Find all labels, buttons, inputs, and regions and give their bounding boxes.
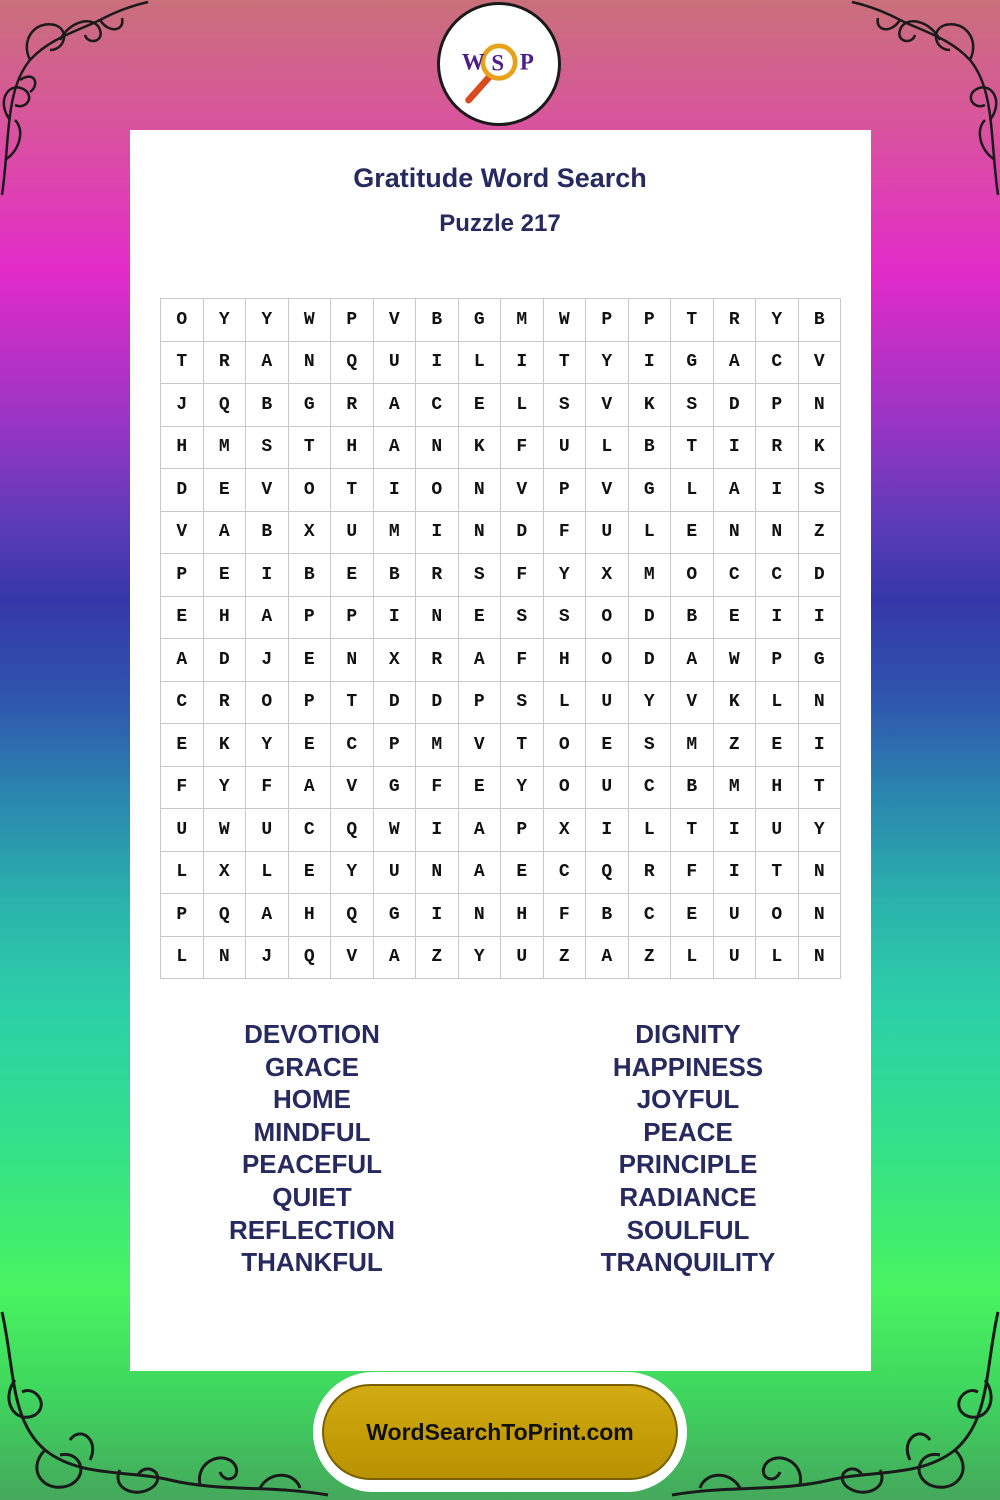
grid-cell[interactable]: L xyxy=(671,936,714,979)
grid-cell[interactable]: W xyxy=(203,809,246,852)
grid-cell[interactable]: P xyxy=(288,596,331,639)
grid-cell[interactable]: B xyxy=(628,426,671,469)
grid-row xyxy=(161,809,841,852)
grid-cell[interactable]: J xyxy=(161,384,204,427)
grid-cell[interactable]: O xyxy=(543,724,586,767)
grid-cell[interactable]: O xyxy=(161,299,204,342)
grid-cell[interactable]: I xyxy=(798,596,841,639)
grid-cell[interactable]: S xyxy=(798,469,841,512)
grid-cell[interactable]: V xyxy=(373,299,416,342)
word-list-item: PRINCIPLE xyxy=(618,1149,758,1180)
grid-cell[interactable]: P xyxy=(756,639,799,682)
grid-cell[interactable]: R xyxy=(416,639,459,682)
grid-cell[interactable]: Y xyxy=(798,809,841,852)
grid-cell[interactable]: P xyxy=(161,554,204,597)
grid-cell[interactable]: X xyxy=(288,511,331,554)
grid-cell[interactable]: Y xyxy=(756,299,799,342)
grid-row xyxy=(161,681,841,724)
grid-cell[interactable]: I xyxy=(798,724,841,767)
grid-cell[interactable]: Q xyxy=(203,894,246,937)
grid-cell[interactable]: A xyxy=(373,384,416,427)
grid-cell[interactable]: Y xyxy=(458,936,501,979)
grid-cell[interactable]: M xyxy=(373,511,416,554)
grid-cell[interactable]: O xyxy=(246,681,289,724)
grid-cell[interactable]: K xyxy=(458,426,501,469)
grid-cell[interactable]: V xyxy=(586,384,629,427)
grid-cell[interactable]: F xyxy=(543,511,586,554)
grid-cell[interactable]: C xyxy=(628,766,671,809)
grid-cell[interactable]: O xyxy=(543,766,586,809)
grid-cell[interactable]: U xyxy=(713,894,756,937)
grid-cell[interactable]: A xyxy=(458,639,501,682)
grid-cell[interactable]: U xyxy=(586,681,629,724)
grid-cell[interactable]: A xyxy=(246,341,289,384)
grid-cell[interactable]: S xyxy=(671,384,714,427)
grid-cell[interactable]: G xyxy=(373,766,416,809)
grid-cell[interactable]: R xyxy=(416,554,459,597)
grid-cell[interactable]: L xyxy=(628,511,671,554)
grid-cell[interactable]: S xyxy=(458,554,501,597)
grid-cell[interactable]: Y xyxy=(586,341,629,384)
grid-cell[interactable]: C xyxy=(416,384,459,427)
grid-cell[interactable]: U xyxy=(161,809,204,852)
grid-cell[interactable]: F xyxy=(501,426,544,469)
grid-cell[interactable]: N xyxy=(416,851,459,894)
word-list-item: PEACEFUL xyxy=(241,1149,383,1180)
grid-cell[interactable]: C xyxy=(331,724,374,767)
grid-cell[interactable]: M xyxy=(628,554,671,597)
word-list-item: QUIET xyxy=(272,1181,352,1212)
grid-row xyxy=(161,511,841,554)
grid-cell[interactable]: F xyxy=(161,766,204,809)
grid-cell[interactable]: F xyxy=(246,766,289,809)
grid-cell[interactable]: R xyxy=(628,851,671,894)
grid-cell[interactable]: T xyxy=(756,851,799,894)
grid-cell[interactable]: C xyxy=(756,341,799,384)
grid-cell[interactable]: Z xyxy=(713,724,756,767)
grid-cell[interactable]: Y xyxy=(203,766,246,809)
grid-cell[interactable]: W xyxy=(543,299,586,342)
grid-cell[interactable]: C xyxy=(288,809,331,852)
grid-cell[interactable]: E xyxy=(458,766,501,809)
grid-cell[interactable]: K xyxy=(713,681,756,724)
grid-cell[interactable]: M xyxy=(203,426,246,469)
grid-cell[interactable]: B xyxy=(246,384,289,427)
grid-cell[interactable]: E xyxy=(331,554,374,597)
grid-cell[interactable]: L xyxy=(756,681,799,724)
grid-cell[interactable]: U xyxy=(586,766,629,809)
grid-cell[interactable]: T xyxy=(671,299,714,342)
grid-cell[interactable]: D xyxy=(203,639,246,682)
grid-cell[interactable]: U xyxy=(246,809,289,852)
grid-cell[interactable]: E xyxy=(671,894,714,937)
grid-cell[interactable]: A xyxy=(586,936,629,979)
grid-cell[interactable]: A xyxy=(203,511,246,554)
grid-cell[interactable]: S xyxy=(543,596,586,639)
grid-cell[interactable]: T xyxy=(331,681,374,724)
grid-row xyxy=(161,554,841,597)
grid-cell[interactable]: O xyxy=(586,639,629,682)
grid-cell[interactable]: A xyxy=(246,596,289,639)
grid-row xyxy=(161,936,841,979)
grid-cell[interactable]: N xyxy=(798,851,841,894)
grid-row xyxy=(161,851,841,894)
grid-cell[interactable]: B xyxy=(671,596,714,639)
grid-cell[interactable]: K xyxy=(628,384,671,427)
grid-cell[interactable]: T xyxy=(161,341,204,384)
grid-cell[interactable]: I xyxy=(628,341,671,384)
grid-cell[interactable]: I xyxy=(373,469,416,512)
grid-cell[interactable]: T xyxy=(331,469,374,512)
grid-cell[interactable]: H xyxy=(756,766,799,809)
grid-cell[interactable]: Y xyxy=(501,766,544,809)
grid-row xyxy=(161,299,841,342)
grid-cell[interactable]: Q xyxy=(331,809,374,852)
grid-row xyxy=(161,596,841,639)
grid-cell[interactable]: I xyxy=(713,426,756,469)
grid-cell[interactable]: H xyxy=(161,426,204,469)
grid-cell[interactable]: B xyxy=(416,299,459,342)
grid-cell[interactable]: P xyxy=(288,681,331,724)
grid-cell[interactable]: M xyxy=(501,299,544,342)
grid-cell[interactable]: G xyxy=(458,299,501,342)
word-list-item: DIGNITY xyxy=(635,1019,741,1049)
grid-cell[interactable]: N xyxy=(798,936,841,979)
grid-cell[interactable]: Z xyxy=(628,936,671,979)
grid-cell[interactable]: E xyxy=(203,469,246,512)
grid-cell[interactable]: U xyxy=(373,341,416,384)
grid-cell[interactable]: O xyxy=(586,596,629,639)
grid-cell[interactable]: N xyxy=(416,426,459,469)
grid-cell[interactable]: R xyxy=(713,299,756,342)
logo-letter-w: W xyxy=(461,49,485,75)
grid-cell[interactable]: V xyxy=(798,341,841,384)
grid-cell[interactable]: L xyxy=(458,341,501,384)
grid-cell[interactable]: P xyxy=(501,809,544,852)
grid-cell[interactable]: Y xyxy=(246,299,289,342)
grid-cell[interactable]: P xyxy=(586,299,629,342)
grid-cell[interactable]: F xyxy=(671,851,714,894)
grid-cell[interactable]: C xyxy=(713,554,756,597)
grid-cell[interactable]: A xyxy=(246,894,289,937)
grid-cell[interactable]: S xyxy=(628,724,671,767)
grid-cell[interactable]: T xyxy=(501,724,544,767)
grid-cell[interactable]: X xyxy=(543,809,586,852)
grid-cell[interactable]: J xyxy=(246,936,289,979)
word-list-item: HOME xyxy=(273,1084,351,1115)
grid-cell[interactable]: D xyxy=(798,554,841,597)
grid-cell[interactable]: G xyxy=(288,384,331,427)
grid-cell[interactable]: C xyxy=(756,554,799,597)
grid-cell[interactable]: N xyxy=(713,511,756,554)
grid-cell[interactable]: B xyxy=(288,554,331,597)
grid-cell[interactable]: B xyxy=(798,299,841,342)
grid-cell[interactable]: Q xyxy=(288,936,331,979)
grid-cell[interactable]: N xyxy=(756,511,799,554)
grid-row xyxy=(161,426,841,469)
grid-cell[interactable]: P xyxy=(373,724,416,767)
word-list-left xyxy=(162,1018,462,1279)
grid-cell[interactable]: N xyxy=(203,936,246,979)
grid-cell[interactable]: D xyxy=(416,681,459,724)
grid-cell[interactable]: Q xyxy=(331,341,374,384)
grid-cell[interactable]: E xyxy=(713,596,756,639)
grid-cell[interactable]: O xyxy=(671,554,714,597)
grid-cell[interactable]: N xyxy=(798,384,841,427)
grid-cell[interactable]: W xyxy=(373,809,416,852)
grid-cell[interactable]: T xyxy=(288,426,331,469)
grid-cell[interactable]: Q xyxy=(331,894,374,937)
grid-cell[interactable]: C xyxy=(543,851,586,894)
grid-cell[interactable]: U xyxy=(756,809,799,852)
grid-cell[interactable]: R xyxy=(203,681,246,724)
grid-row xyxy=(161,766,841,809)
grid-cell[interactable]: Z xyxy=(798,511,841,554)
grid-cell[interactable]: B xyxy=(373,554,416,597)
grid-cell[interactable]: T xyxy=(798,766,841,809)
grid-cell[interactable]: O xyxy=(756,894,799,937)
grid-cell[interactable]: E xyxy=(288,639,331,682)
site-link-button[interactable]: WordSearchToPrint.com xyxy=(322,1384,678,1480)
grid-cell[interactable]: N xyxy=(798,894,841,937)
grid-cell[interactable]: I xyxy=(713,851,756,894)
grid-cell[interactable]: O xyxy=(416,469,459,512)
word-list-item: PEACE xyxy=(643,1116,733,1147)
grid-cell[interactable]: L xyxy=(161,936,204,979)
grid-cell[interactable]: Z xyxy=(416,936,459,979)
grid-cell[interactable]: I xyxy=(373,596,416,639)
grid-cell[interactable]: K xyxy=(203,724,246,767)
grid-cell[interactable]: Y xyxy=(246,724,289,767)
grid-cell[interactable]: U xyxy=(543,426,586,469)
grid-cell[interactable]: I xyxy=(416,511,459,554)
word-list-item: TRANQUILITY xyxy=(600,1247,776,1278)
grid-cell[interactable]: I xyxy=(416,894,459,937)
grid-cell[interactable]: P xyxy=(628,299,671,342)
grid-cell[interactable]: Y xyxy=(203,299,246,342)
grid-cell[interactable]: W xyxy=(713,639,756,682)
grid-cell[interactable]: S xyxy=(501,596,544,639)
grid-cell[interactable]: I xyxy=(416,809,459,852)
grid-cell[interactable]: I xyxy=(713,809,756,852)
grid-cell[interactable]: E xyxy=(458,596,501,639)
grid-cell[interactable]: T xyxy=(671,426,714,469)
grid-cell[interactable]: E xyxy=(671,511,714,554)
grid-cell[interactable]: U xyxy=(373,851,416,894)
grid-cell[interactable]: X xyxy=(373,639,416,682)
grid-cell[interactable]: V xyxy=(161,511,204,554)
puzzle-number: Puzzle 217 xyxy=(439,210,561,237)
grid-cell[interactable]: Q xyxy=(203,384,246,427)
grid-cell[interactable]: U xyxy=(713,936,756,979)
grid-cell[interactable]: I xyxy=(416,341,459,384)
grid-cell[interactable]: T xyxy=(543,341,586,384)
grid-cell[interactable]: H xyxy=(331,426,374,469)
puzzle-title: Gratitude Word Search xyxy=(353,163,647,193)
grid-cell[interactable]: Q xyxy=(586,851,629,894)
grid-cell[interactable]: F xyxy=(416,766,459,809)
grid-cell[interactable]: D xyxy=(501,511,544,554)
grid-cell[interactable]: L xyxy=(756,936,799,979)
grid-cell[interactable]: V xyxy=(586,469,629,512)
grid-cell[interactable]: N xyxy=(458,469,501,512)
grid-cell[interactable]: D xyxy=(628,596,671,639)
logo-letter-p: P xyxy=(519,49,534,75)
grid-cell[interactable]: R xyxy=(756,426,799,469)
grid-cell[interactable]: A xyxy=(373,936,416,979)
grid-cell[interactable]: G xyxy=(671,341,714,384)
grid-cell[interactable]: S xyxy=(501,681,544,724)
grid-cell[interactable]: G xyxy=(628,469,671,512)
grid-cell[interactable]: H xyxy=(501,894,544,937)
grid-cell[interactable]: H xyxy=(543,639,586,682)
grid-cell[interactable]: D xyxy=(628,639,671,682)
grid-cell[interactable]: R xyxy=(203,341,246,384)
grid-cell[interactable]: A xyxy=(161,639,204,682)
grid-cell[interactable]: A xyxy=(671,639,714,682)
grid-cell[interactable]: M xyxy=(713,766,756,809)
letter-grid xyxy=(160,298,841,979)
grid-cell[interactable]: P xyxy=(331,299,374,342)
grid-cell[interactable]: U xyxy=(501,936,544,979)
grid-cell[interactable]: X xyxy=(586,554,629,597)
word-list-item: THANKFUL xyxy=(241,1247,383,1278)
grid-cell[interactable]: T xyxy=(671,809,714,852)
word-list-item: MINDFUL xyxy=(253,1116,371,1147)
grid-cell[interactable]: P xyxy=(756,384,799,427)
grid-cell[interactable]: C xyxy=(161,681,204,724)
grid-cell[interactable]: E xyxy=(161,724,204,767)
grid-cell[interactable]: F xyxy=(543,894,586,937)
grid-cell[interactable]: Y xyxy=(543,554,586,597)
grid-cell[interactable]: V xyxy=(331,766,374,809)
grid-cell[interactable]: U xyxy=(331,511,374,554)
grid-cell[interactable]: S xyxy=(543,384,586,427)
grid-cell[interactable]: E xyxy=(288,851,331,894)
grid-cell[interactable]: P xyxy=(458,681,501,724)
grid-cell[interactable]: N xyxy=(798,681,841,724)
grid-cell[interactable]: P xyxy=(331,596,374,639)
grid-cell[interactable]: Y xyxy=(331,851,374,894)
grid-cell[interactable]: D xyxy=(373,681,416,724)
grid-cell[interactable]: L xyxy=(543,681,586,724)
grid-cell[interactable]: E xyxy=(501,851,544,894)
grid-cell[interactable]: H xyxy=(288,894,331,937)
grid-cell[interactable]: A xyxy=(713,469,756,512)
grid-row xyxy=(161,341,841,384)
grid-cell[interactable]: P xyxy=(543,469,586,512)
grid-cell[interactable]: P xyxy=(161,894,204,937)
grid-row xyxy=(161,894,841,937)
grid-cell[interactable]: G xyxy=(373,894,416,937)
grid-cell[interactable]: F xyxy=(501,554,544,597)
grid-cell[interactable]: V xyxy=(246,469,289,512)
word-list-item: DEVOTION xyxy=(244,1019,380,1049)
grid-cell[interactable]: V xyxy=(458,724,501,767)
grid-cell[interactable]: K xyxy=(798,426,841,469)
grid-cell[interactable]: B xyxy=(586,894,629,937)
grid-cell[interactable]: N xyxy=(458,511,501,554)
grid-cell[interactable]: I xyxy=(586,809,629,852)
grid-cell[interactable]: S xyxy=(246,426,289,469)
grid-row xyxy=(161,639,841,682)
grid-cell[interactable]: A xyxy=(458,809,501,852)
grid-cell[interactable]: L xyxy=(501,384,544,427)
grid-cell[interactable]: E xyxy=(586,724,629,767)
grid-cell[interactable]: V xyxy=(501,469,544,512)
grid-cell[interactable]: L xyxy=(246,851,289,894)
word-list-item: JOYFUL xyxy=(636,1084,740,1115)
grid-cell[interactable]: E xyxy=(203,554,246,597)
grid-cell[interactable]: N xyxy=(458,894,501,937)
grid-cell[interactable]: L xyxy=(161,851,204,894)
grid-cell[interactable]: B xyxy=(246,511,289,554)
grid-cell[interactable]: U xyxy=(586,511,629,554)
grid-cell[interactable]: A xyxy=(713,341,756,384)
grid-cell[interactable]: I xyxy=(756,469,799,512)
grid-cell[interactable]: N xyxy=(416,596,459,639)
grid-cell[interactable]: D xyxy=(161,469,204,512)
grid-cell[interactable]: C xyxy=(628,894,671,937)
grid-cell[interactable]: D xyxy=(713,384,756,427)
grid-row xyxy=(161,724,841,767)
grid-cell[interactable]: R xyxy=(331,384,374,427)
grid-cell[interactable]: B xyxy=(671,766,714,809)
grid-cell[interactable]: L xyxy=(671,469,714,512)
grid-cell[interactable]: F xyxy=(501,639,544,682)
grid-cell[interactable]: L xyxy=(586,426,629,469)
word-list-item: GRACE xyxy=(265,1051,359,1082)
grid-cell[interactable]: J xyxy=(246,639,289,682)
grid-cell[interactable]: N xyxy=(331,639,374,682)
grid-cell[interactable]: A xyxy=(373,426,416,469)
grid-cell[interactable]: V xyxy=(671,681,714,724)
grid-cell[interactable]: O xyxy=(288,469,331,512)
grid-cell[interactable]: V xyxy=(331,936,374,979)
grid-cell[interactable]: M xyxy=(416,724,459,767)
grid-cell[interactable]: X xyxy=(203,851,246,894)
grid-cell[interactable]: I xyxy=(501,341,544,384)
grid-cell[interactable]: I xyxy=(756,596,799,639)
grid-cell[interactable]: E xyxy=(161,596,204,639)
grid-cell[interactable]: W xyxy=(288,299,331,342)
grid-cell[interactable]: A xyxy=(288,766,331,809)
grid-cell[interactable]: E xyxy=(458,384,501,427)
word-list-right xyxy=(538,1018,838,1279)
word-list-item: HAPPINESS xyxy=(612,1051,764,1082)
grid-cell[interactable]: L xyxy=(628,809,671,852)
word-list-item: REFLECTION xyxy=(228,1214,396,1245)
word-list-item: SOULFUL xyxy=(626,1214,750,1245)
grid-cell[interactable]: E xyxy=(756,724,799,767)
grid-cell[interactable]: I xyxy=(246,554,289,597)
grid-cell[interactable]: E xyxy=(288,724,331,767)
grid-cell[interactable]: Z xyxy=(543,936,586,979)
grid-cell[interactable]: N xyxy=(288,341,331,384)
grid-row xyxy=(161,384,841,427)
grid-cell[interactable]: G xyxy=(798,639,841,682)
grid-cell[interactable]: Y xyxy=(628,681,671,724)
logo-letter-s: S xyxy=(491,50,505,76)
grid-row xyxy=(161,469,841,512)
grid-cell[interactable]: M xyxy=(671,724,714,767)
word-list-item: RADIANCE xyxy=(619,1181,757,1212)
grid-cell[interactable]: H xyxy=(203,596,246,639)
grid-cell[interactable]: A xyxy=(458,851,501,894)
wsp-logo xyxy=(437,2,561,126)
